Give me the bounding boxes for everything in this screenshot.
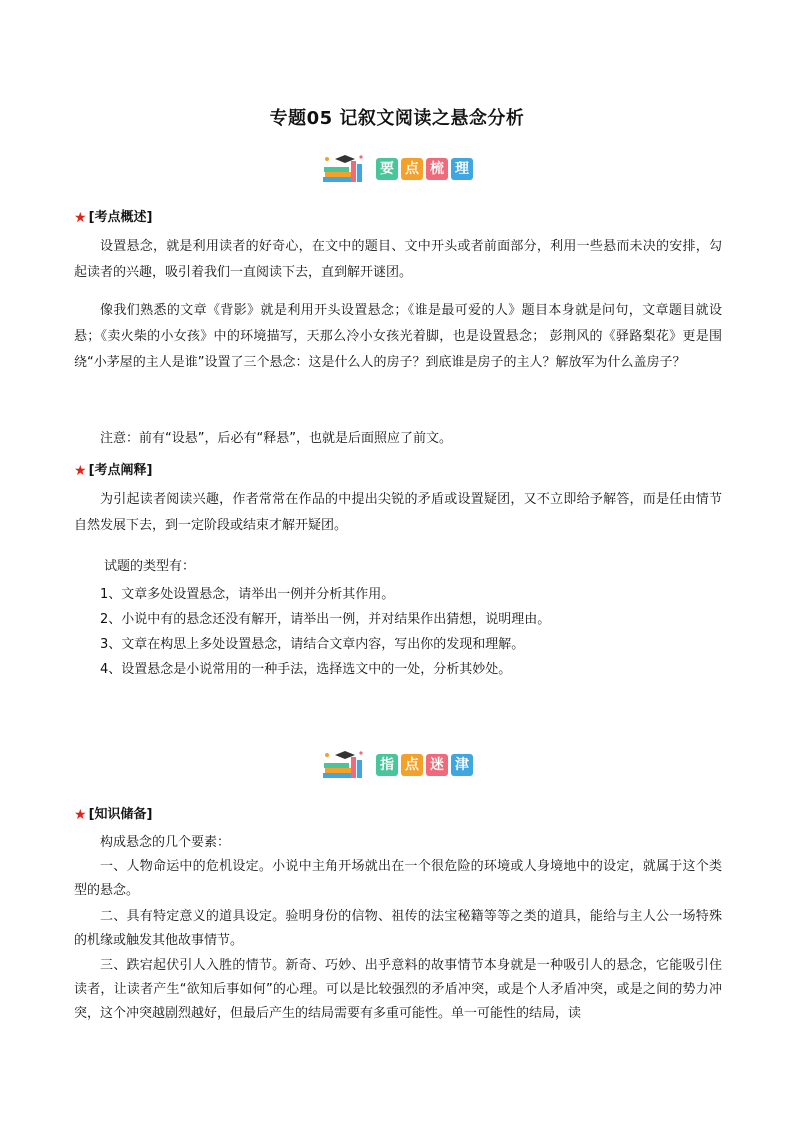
paragraph: 一、人物命运中的危机设定。小说中主角开场就出在一个很危险的环境或人身境地中的设定，就属于这个类型的悬念。 xyxy=(74,859,722,898)
list-item: 4、设置悬念是小说常用的一种手法，选择选文中的一处，分析其妙处。 xyxy=(100,662,512,677)
badge-guidance xyxy=(0,748,794,782)
section-heading-explanation xyxy=(74,461,152,481)
books-icon xyxy=(321,153,367,185)
badge-tile: 理 xyxy=(451,158,473,180)
paragraph: 三、跌宕起伏引人入胜的情节。新奇、巧妙、出乎意料的故事情节本身就是一种吸引人的悬念，它能吸引住读者，让读者产生“欲知后事如何”的心理。可以是比较强烈的矛盾冲突，或是个人矛盾冲突，或是之间的势力冲突，这个冲突越剧烈越好，但最后产生的结局需要有多重可能性。单一可能性的结局，读 xyxy=(74,958,722,1021)
section-heading-overview xyxy=(74,208,152,228)
section-heading-knowledge xyxy=(74,805,152,825)
badge-tile: 要 xyxy=(376,158,398,180)
badge-key-points xyxy=(0,152,794,186)
paragraph: 为引起读者阅读兴趣，作者常常在作品的中提出尖锐的矛盾或设置疑团，又不立即给予解答，而是任由情节自然发展下去，到一定阶段或结束才解开疑团。 xyxy=(74,492,722,533)
books-icon xyxy=(321,749,367,781)
star-icon: ★ xyxy=(74,463,87,479)
badge-tile: 迷 xyxy=(426,754,448,776)
badge-tile: 津 xyxy=(451,754,473,776)
section-heading-text: [知识储备] xyxy=(88,807,153,822)
badge-tile: 点 xyxy=(401,158,423,180)
question-types-intro: 试题的类型有： xyxy=(104,559,196,574)
badge-tile: 梳 xyxy=(426,158,448,180)
paragraph: 二、具有特定意义的道具设定。验明身份的信物、祖传的法宝秘籍等等之类的道具，能给与主人公一场特殊的机缘或触发其他故事情节。 xyxy=(74,909,722,948)
paragraph: 构成悬念的几个要素： xyxy=(100,835,231,850)
paragraph: 像我们熟悉的文章《背影》就是利用开头设置悬念；《谁是最可爱的人》题目本身就是问句，文章题目就设悬；《卖火柴的小女孩》中的环境描写，天那么冷小女孩光着脚，也是设置悬念； 彭荆风的《驿路梨花》更是围绕“小茅屋的主人是谁”设置了三个悬念：这是什么人的房子？到底谁是房子的主人？解放军为什么盖房子？ xyxy=(74,303,722,370)
section-heading-text: [考点阐释] xyxy=(88,463,153,478)
badge-tile: 点 xyxy=(401,754,423,776)
paragraph: 注意：前有“设悬”，后必有“释悬”，也就是后面照应了前文。 xyxy=(100,431,452,446)
paragraph: 设置悬念，就是利用读者的好奇心，在文中的题目、文中开头或者前面部分，利用一些悬而未决的安排，勾起读者的兴趣，吸引着我们一直阅读下去，直到解开谜团。 xyxy=(74,239,722,280)
star-icon: ★ xyxy=(74,807,87,823)
section-heading-text: [考点概述] xyxy=(88,210,153,225)
list-item: 2、小说中有的悬念还没有解开，请举出一例，并对结果作出猜想，说明理由。 xyxy=(100,612,551,627)
star-icon: ★ xyxy=(74,210,87,226)
badge-tile: 指 xyxy=(376,754,398,776)
list-item: 3、文章在构思上多处设置悬念，请结合文章内容，写出你的发现和理解。 xyxy=(100,637,525,652)
page-title: 专题05 记叙文阅读之悬念分析 xyxy=(269,108,525,129)
list-item: 1、文章多处设置悬念，请举出一例并分析其作用。 xyxy=(100,587,395,602)
